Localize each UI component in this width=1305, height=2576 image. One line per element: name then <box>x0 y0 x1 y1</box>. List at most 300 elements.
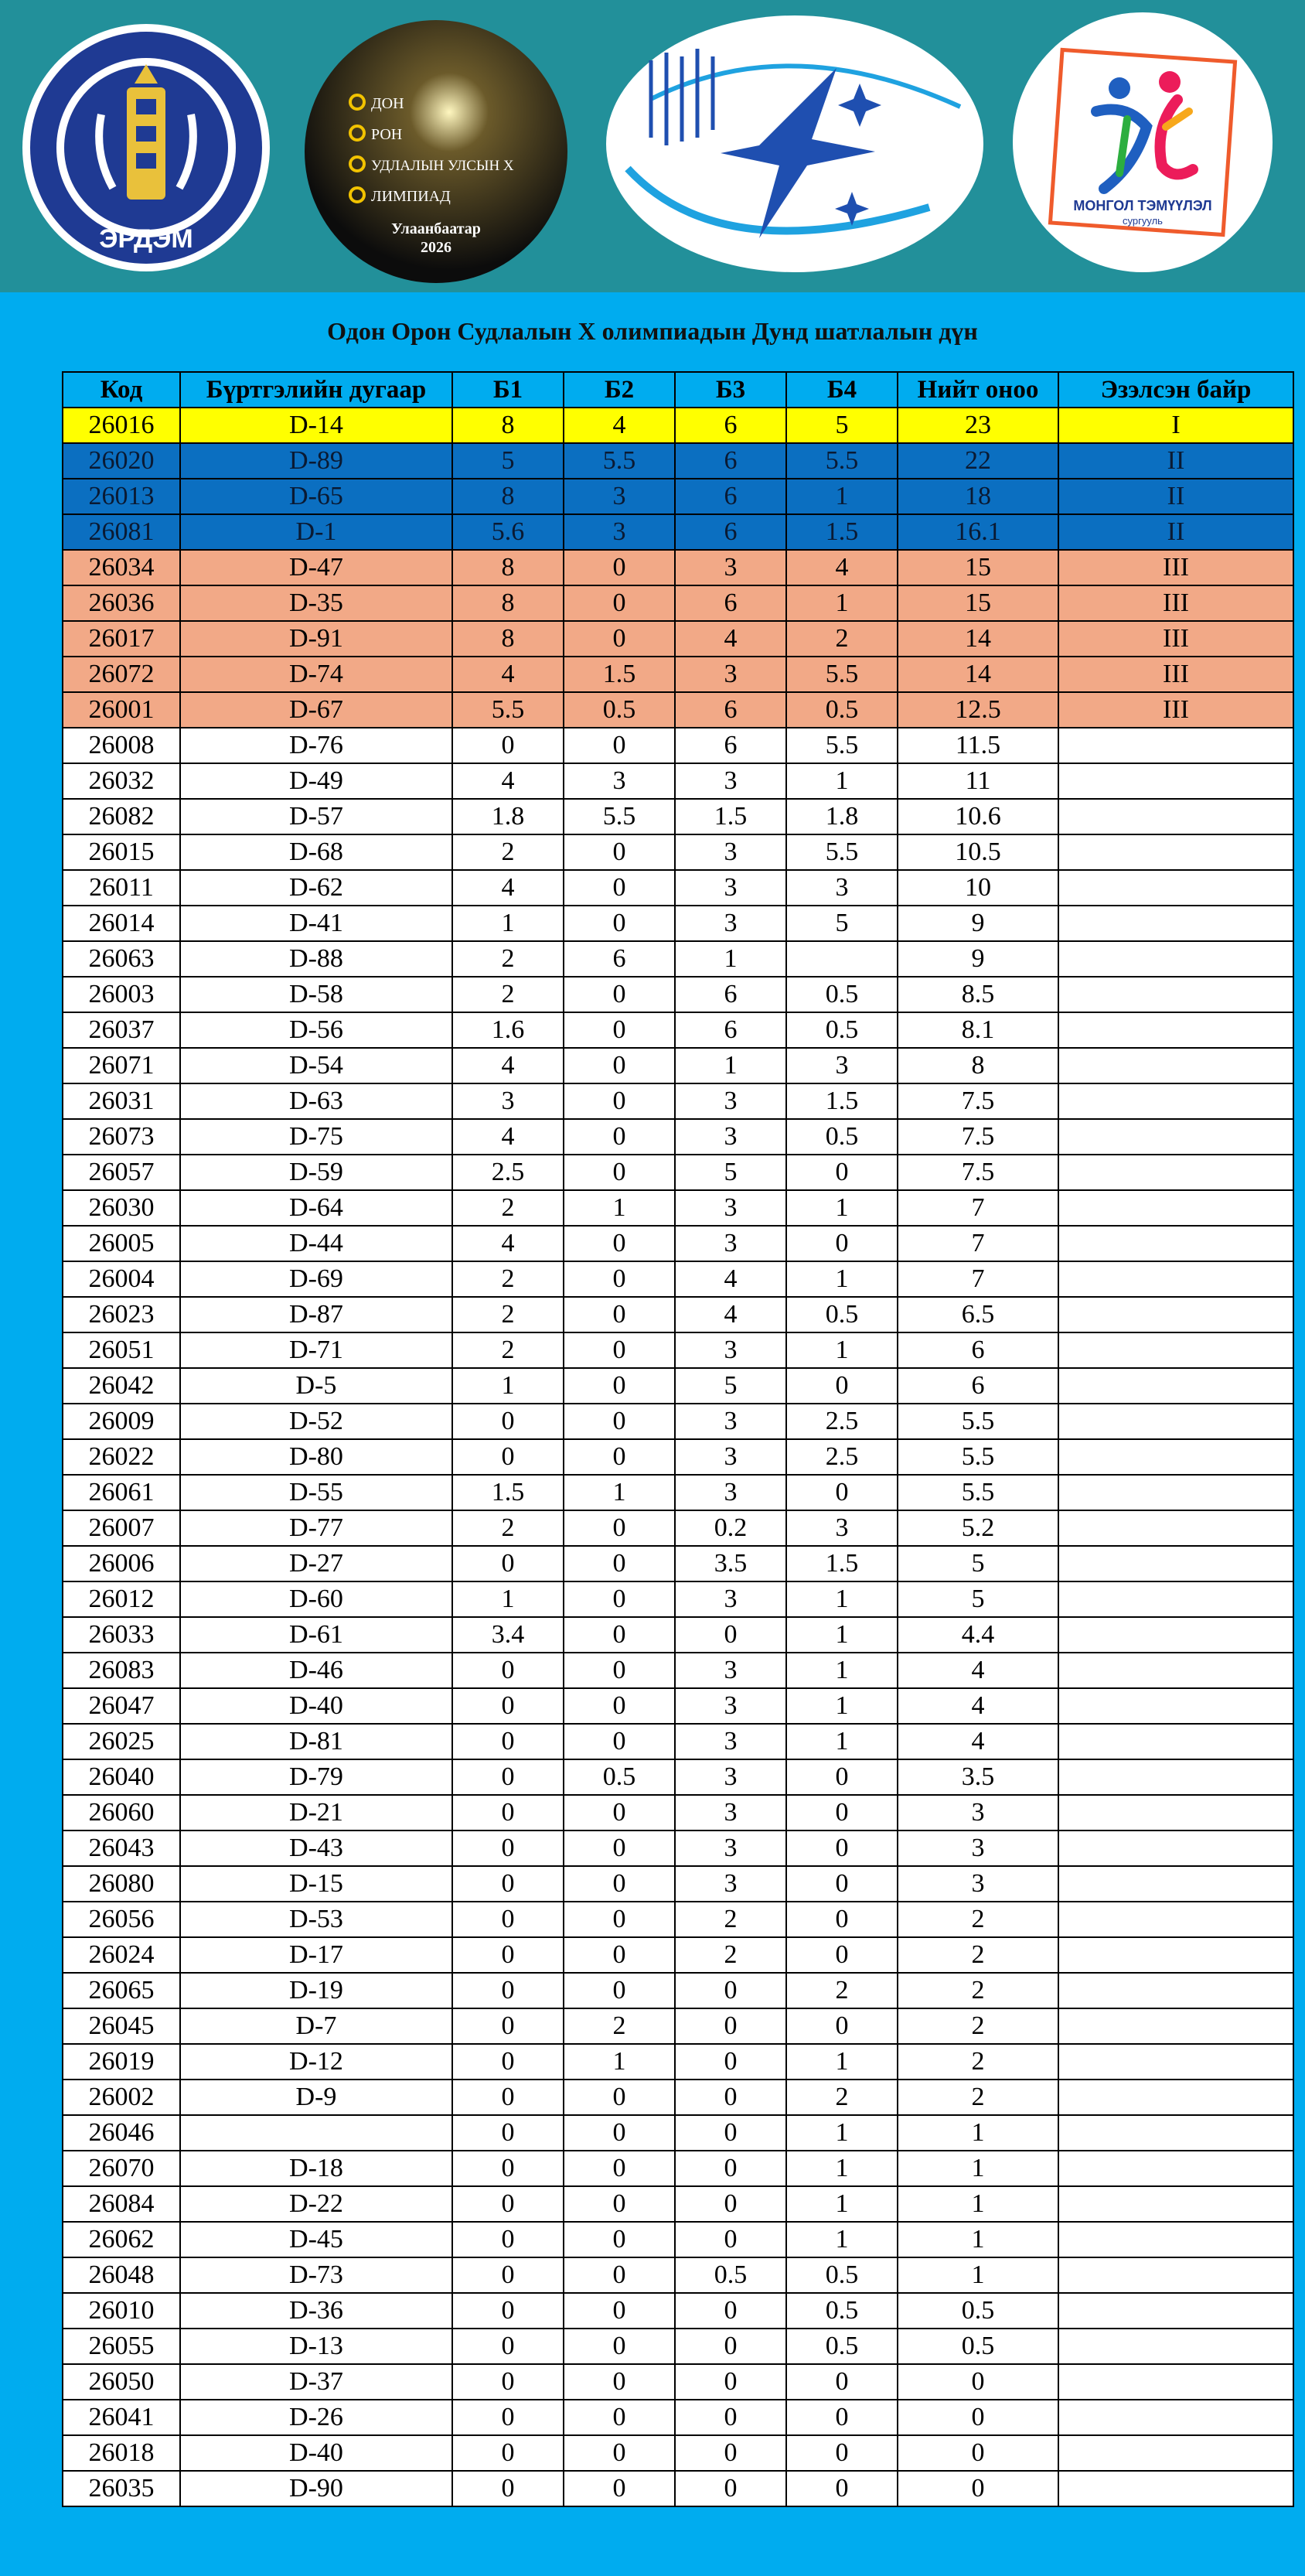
cell-b3: 3 <box>675 1332 786 1368</box>
cell-place <box>1058 1653 1293 1688</box>
cell-b3: 3 <box>675 906 786 941</box>
cell-code: 26050 <box>63 2364 180 2400</box>
cell-b1: 5.5 <box>452 692 564 728</box>
cell-b3: 6 <box>675 977 786 1012</box>
cell-total-score: 18 <box>898 479 1058 514</box>
cell-b2: 0 <box>564 1973 675 2008</box>
cell-b1: 0 <box>452 2222 564 2257</box>
table-row <box>63 408 1293 443</box>
cell-b4: 1.5 <box>786 1083 898 1119</box>
cell-b1: 0 <box>452 1439 564 1475</box>
cell-b4: 0 <box>786 1475 898 1510</box>
cell-b4: 0.5 <box>786 2257 898 2293</box>
cell-b1: 0 <box>452 1688 564 1724</box>
cell-b4: 1 <box>786 2222 898 2257</box>
cell-b1: 8 <box>452 550 564 585</box>
table-row <box>63 550 1293 585</box>
cell-b1: 0 <box>452 2364 564 2400</box>
cell-place <box>1058 1759 1293 1795</box>
cell-b3: 6 <box>675 408 786 443</box>
cell-code: 26046 <box>63 2115 180 2151</box>
cell-registration-number: D-44 <box>180 1226 452 1261</box>
cell-b2: 0 <box>564 1439 675 1475</box>
cell-b3: 4 <box>675 621 786 657</box>
cell-place <box>1058 834 1293 870</box>
table-row <box>63 1795 1293 1830</box>
cell-registration-number: D-21 <box>180 1795 452 1830</box>
cell-registration-number: D-67 <box>180 692 452 728</box>
cell-b4: 0 <box>786 2364 898 2400</box>
cell-b3: 0 <box>675 2293 786 2329</box>
column-header-code: Код <box>63 372 180 408</box>
cell-b1: 0 <box>452 2293 564 2329</box>
cell-place <box>1058 1830 1293 1866</box>
cell-b2: 2 <box>564 2008 675 2044</box>
table-row <box>63 906 1293 941</box>
cell-registration-number: D-57 <box>180 799 452 834</box>
cell-place <box>1058 2115 1293 2151</box>
cell-place <box>1058 1795 1293 1830</box>
cell-b3: 0 <box>675 2044 786 2080</box>
cell-b1: 0 <box>452 728 564 763</box>
cell-b2: 0 <box>564 2329 675 2364</box>
cell-b1: 3.4 <box>452 1617 564 1653</box>
table-row <box>63 2115 1293 2151</box>
cell-b3: 0 <box>675 2115 786 2151</box>
cell-b2: 0 <box>564 1653 675 1688</box>
cell-b4: 5 <box>786 906 898 941</box>
cell-total-score: 8.5 <box>898 977 1058 1012</box>
cell-b4: 0 <box>786 1155 898 1190</box>
cell-registration-number: D-54 <box>180 1048 452 1083</box>
cell-b1: 2 <box>452 941 564 977</box>
cell-total-score: 1 <box>898 2257 1058 2293</box>
cell-b3: 1 <box>675 1048 786 1083</box>
cell-registration-number: D-43 <box>180 1830 452 1866</box>
cell-place: II <box>1058 443 1293 479</box>
cell-total-score: 11.5 <box>898 728 1058 763</box>
table-row <box>63 621 1293 657</box>
cell-place <box>1058 2186 1293 2222</box>
olympiad-city: Улаанбаатар <box>391 220 481 237</box>
cell-total-score: 2 <box>898 1973 1058 2008</box>
table-row <box>63 2435 1293 2471</box>
cell-code: 26010 <box>63 2293 180 2329</box>
cell-code: 26061 <box>63 1475 180 1510</box>
cell-b3: 3 <box>675 1226 786 1261</box>
cell-code: 26070 <box>63 2151 180 2186</box>
cell-total-score: 11 <box>898 763 1058 799</box>
cell-b3: 0.2 <box>675 1510 786 1546</box>
cell-b3: 0 <box>675 2186 786 2222</box>
cell-b2: 3 <box>564 514 675 550</box>
cell-b3: 3 <box>675 1439 786 1475</box>
table-row <box>63 585 1293 621</box>
cell-b4: 1 <box>786 1688 898 1724</box>
cell-b4: 1 <box>786 1332 898 1368</box>
olympiad-line-1: ДОН <box>371 95 404 112</box>
cell-b3: 3 <box>675 870 786 906</box>
cell-registration-number: D-53 <box>180 1902 452 1937</box>
cell-b4: 1 <box>786 2186 898 2222</box>
cell-place <box>1058 1581 1293 1617</box>
cell-registration-number: D-73 <box>180 2257 452 2293</box>
cell-b1: 0 <box>452 2115 564 2151</box>
table-row <box>63 1297 1293 1332</box>
cell-total-score: 9 <box>898 941 1058 977</box>
table-row <box>63 2008 1293 2044</box>
cell-b1: 0 <box>452 2080 564 2115</box>
cell-registration-number: D-13 <box>180 2329 452 2364</box>
column-header-b4: Б4 <box>786 372 898 408</box>
cell-b2: 3 <box>564 479 675 514</box>
column-header-b1: Б1 <box>452 372 564 408</box>
table-row <box>63 799 1293 834</box>
cell-b3: 3 <box>675 657 786 692</box>
cell-code: 26042 <box>63 1368 180 1404</box>
cell-registration-number: D-37 <box>180 2364 452 2400</box>
cell-total-score: 4.4 <box>898 1617 1058 1653</box>
cell-code: 26015 <box>63 834 180 870</box>
cell-b2: 6 <box>564 941 675 977</box>
cell-place <box>1058 1439 1293 1475</box>
cell-b2: 0 <box>564 2435 675 2471</box>
cell-registration-number: D-75 <box>180 1119 452 1155</box>
cell-registration-number: D-64 <box>180 1190 452 1226</box>
column-header-b2: Б2 <box>564 372 675 408</box>
cell-code: 26016 <box>63 408 180 443</box>
cell-b3: 2 <box>675 1902 786 1937</box>
cell-b2: 0 <box>564 834 675 870</box>
cell-registration-number: D-58 <box>180 977 452 1012</box>
olympiad-line-4: ЛИМПИАД <box>371 188 451 205</box>
table-row <box>63 728 1293 763</box>
cell-place <box>1058 2008 1293 2044</box>
table-row <box>63 1688 1293 1724</box>
cell-place <box>1058 1866 1293 1902</box>
cell-b1: 5.6 <box>452 514 564 550</box>
cell-b3: 3 <box>675 1759 786 1795</box>
cell-registration-number: D-35 <box>180 585 452 621</box>
cell-b4: 0 <box>786 1902 898 1937</box>
cell-place <box>1058 1688 1293 1724</box>
cell-code: 26060 <box>63 1795 180 1830</box>
cell-b3: 0 <box>675 2400 786 2435</box>
cell-total-score: 0 <box>898 2400 1058 2435</box>
cell-b1: 0 <box>452 2471 564 2506</box>
cell-b2: 0 <box>564 1119 675 1155</box>
cell-b2: 0 <box>564 1902 675 1937</box>
cell-registration-number: D-56 <box>180 1012 452 1048</box>
cell-b1: 1 <box>452 1368 564 1404</box>
cell-code: 26065 <box>63 1973 180 2008</box>
cell-place <box>1058 977 1293 1012</box>
cell-code: 26055 <box>63 2329 180 2364</box>
cell-b4: 0.5 <box>786 977 898 1012</box>
cell-b4: 1 <box>786 1617 898 1653</box>
cell-code: 26071 <box>63 1048 180 1083</box>
cell-b1: 0 <box>452 2008 564 2044</box>
cell-registration-number: D-81 <box>180 1724 452 1759</box>
cell-place: III <box>1058 657 1293 692</box>
table-row <box>63 2257 1293 2293</box>
table-row <box>63 1475 1293 1510</box>
cell-registration-number: D-77 <box>180 1510 452 1546</box>
cell-code: 26032 <box>63 763 180 799</box>
olympiad-line-3: УДЛАЛЫН УЛСЫН X <box>371 158 514 174</box>
cell-code: 26008 <box>63 728 180 763</box>
cell-place <box>1058 1155 1293 1190</box>
cell-b2: 0 <box>564 1048 675 1083</box>
cell-place <box>1058 1475 1293 1510</box>
cell-b4: 1 <box>786 1190 898 1226</box>
cell-b2: 5.5 <box>564 799 675 834</box>
cell-place: II <box>1058 479 1293 514</box>
cell-b1: 0 <box>452 1546 564 1581</box>
cell-place <box>1058 2471 1293 2506</box>
table-row <box>63 870 1293 906</box>
cell-place <box>1058 1261 1293 1297</box>
cell-registration-number: D-45 <box>180 2222 452 2257</box>
table-row <box>63 2471 1293 2506</box>
cell-total-score: 3 <box>898 1866 1058 1902</box>
cell-b4: 2 <box>786 2080 898 2115</box>
table-row <box>63 977 1293 1012</box>
cell-place <box>1058 1332 1293 1368</box>
cell-b1: 2 <box>452 977 564 1012</box>
cell-b4: 1.5 <box>786 1546 898 1581</box>
results-table-container <box>62 371 1293 2507</box>
cell-b3: 3 <box>675 1830 786 1866</box>
table-header-row <box>63 372 1293 408</box>
cell-b1: 2 <box>452 1190 564 1226</box>
cell-total-score: 1 <box>898 2151 1058 2186</box>
cell-b4: 0 <box>786 2400 898 2435</box>
cell-code: 26081 <box>63 514 180 550</box>
table-row <box>63 2080 1293 2115</box>
cell-code: 26084 <box>63 2186 180 2222</box>
cell-b2: 1 <box>564 1475 675 1510</box>
cell-total-score: 5.2 <box>898 1510 1058 1546</box>
cell-b2: 0 <box>564 2364 675 2400</box>
cell-registration-number: D-61 <box>180 1617 452 1653</box>
cell-registration-number: D-5 <box>180 1368 452 1404</box>
cell-b1: 0 <box>452 1795 564 1830</box>
cell-total-score: 12.5 <box>898 692 1058 728</box>
cell-registration-number: D-80 <box>180 1439 452 1475</box>
table-row <box>63 2364 1293 2400</box>
cell-b4 <box>786 941 898 977</box>
cell-b3: 6 <box>675 585 786 621</box>
cell-total-score: 15 <box>898 550 1058 585</box>
cell-code: 26056 <box>63 1902 180 1937</box>
table-row <box>63 941 1293 977</box>
cell-b3: 3 <box>675 1190 786 1226</box>
erdem-logo-text: ЭРДЭМ <box>99 224 193 254</box>
cell-total-score: 5.5 <box>898 1439 1058 1475</box>
cell-b1: 1 <box>452 1581 564 1617</box>
cell-code: 26023 <box>63 1297 180 1332</box>
school-logo <box>1011 11 1274 274</box>
cell-code: 26036 <box>63 585 180 621</box>
cell-b4: 3 <box>786 1048 898 1083</box>
cell-b2: 0 <box>564 1937 675 1973</box>
cell-place: I <box>1058 408 1293 443</box>
cell-b2: 0 <box>564 728 675 763</box>
cell-b1: 0 <box>452 1937 564 1973</box>
cell-b3: 3 <box>675 1404 786 1439</box>
cell-total-score: 1 <box>898 2222 1058 2257</box>
table-row <box>63 479 1293 514</box>
cell-code: 26001 <box>63 692 180 728</box>
column-header-place: Эзэлсэн байр <box>1058 372 1293 408</box>
cell-registration-number: D-62 <box>180 870 452 906</box>
cell-registration-number: D-71 <box>180 1332 452 1368</box>
cell-total-score: 2 <box>898 2080 1058 2115</box>
table-row <box>63 1012 1293 1048</box>
cell-total-score: 1 <box>898 2186 1058 2222</box>
cell-b4: 0.5 <box>786 692 898 728</box>
cell-b3: 3 <box>675 1724 786 1759</box>
cell-b2: 0 <box>564 1297 675 1332</box>
cell-place: III <box>1058 621 1293 657</box>
table-row <box>63 2400 1293 2435</box>
cell-code: 26006 <box>63 1546 180 1581</box>
cell-place <box>1058 2257 1293 2293</box>
cell-b1: 0 <box>452 2400 564 2435</box>
cell-b1: 8 <box>452 585 564 621</box>
cell-b4: 4 <box>786 550 898 585</box>
cell-b1: 0 <box>452 1973 564 2008</box>
cell-b4: 5.5 <box>786 728 898 763</box>
cell-registration-number: D-59 <box>180 1155 452 1190</box>
cell-b4: 1 <box>786 1724 898 1759</box>
table-row <box>63 1190 1293 1226</box>
cell-b1: 4 <box>452 763 564 799</box>
cell-b2: 0 <box>564 1155 675 1190</box>
cell-b2: 0 <box>564 2257 675 2293</box>
cell-b2: 0 <box>564 1226 675 1261</box>
cell-registration-number: D-40 <box>180 2435 452 2471</box>
cell-total-score: 7 <box>898 1226 1058 1261</box>
cell-total-score: 1 <box>898 2115 1058 2151</box>
olympiad-logo <box>303 19 569 285</box>
cell-total-score: 7.5 <box>898 1083 1058 1119</box>
cell-place: II <box>1058 514 1293 550</box>
cell-total-score: 2 <box>898 2044 1058 2080</box>
cell-code: 26041 <box>63 2400 180 2435</box>
cell-registration-number: D-27 <box>180 1546 452 1581</box>
cell-b1: 2 <box>452 1510 564 1546</box>
cell-b3: 3 <box>675 1581 786 1617</box>
cell-code: 26033 <box>63 1617 180 1653</box>
table-row <box>63 514 1293 550</box>
cell-total-score: 16.1 <box>898 514 1058 550</box>
cell-place: III <box>1058 692 1293 728</box>
cell-total-score: 2 <box>898 1937 1058 1973</box>
cell-place <box>1058 1404 1293 1439</box>
cell-registration-number: D-65 <box>180 479 452 514</box>
cell-code: 26047 <box>63 1688 180 1724</box>
cell-registration-number: D-52 <box>180 1404 452 1439</box>
table-row <box>63 834 1293 870</box>
cell-total-score: 5.5 <box>898 1475 1058 1510</box>
cell-b4: 0 <box>786 1866 898 1902</box>
cell-code: 26082 <box>63 799 180 834</box>
cell-code: 26007 <box>63 1510 180 1546</box>
cell-b3: 0 <box>675 2008 786 2044</box>
cell-place: III <box>1058 550 1293 585</box>
cell-b3: 5 <box>675 1368 786 1404</box>
cell-place <box>1058 1617 1293 1653</box>
cell-total-score: 15 <box>898 585 1058 621</box>
cell-code: 26024 <box>63 1937 180 1973</box>
cell-place <box>1058 2151 1293 2186</box>
cell-b4: 0 <box>786 1226 898 1261</box>
cell-total-score: 22 <box>898 443 1058 479</box>
cell-b3: 6 <box>675 479 786 514</box>
cell-b2: 0 <box>564 1261 675 1297</box>
cell-code: 26004 <box>63 1261 180 1297</box>
cell-b3: 5 <box>675 1155 786 1190</box>
cell-b1: 0 <box>452 2044 564 2080</box>
table-row <box>63 1937 1293 1973</box>
cell-b4: 1 <box>786 479 898 514</box>
olympiad-year: 2026 <box>421 239 451 256</box>
cell-registration-number: D-88 <box>180 941 452 977</box>
cell-b2: 1.5 <box>564 657 675 692</box>
cell-b3: 3 <box>675 1866 786 1902</box>
cell-registration-number: D-36 <box>180 2293 452 2329</box>
cell-b3: 0 <box>675 2364 786 2400</box>
table-row <box>63 1830 1293 1866</box>
cell-code: 26002 <box>63 2080 180 2115</box>
cell-registration-number: D-22 <box>180 2186 452 2222</box>
cell-registration-number: D-47 <box>180 550 452 585</box>
page-title: Одон Орон Судлалын X олимпиадын Дунд шатлалын дүн <box>327 316 978 345</box>
column-header-total-score: Нийт оноо <box>898 372 1058 408</box>
cell-place <box>1058 1012 1293 1048</box>
table-row <box>63 2186 1293 2222</box>
cell-b3: 3 <box>675 1653 786 1688</box>
cell-b4: 1 <box>786 763 898 799</box>
cell-b4: 0 <box>786 1937 898 1973</box>
cell-b4: 2 <box>786 1973 898 2008</box>
cell-place <box>1058 941 1293 977</box>
cell-total-score: 10.6 <box>898 799 1058 834</box>
cell-b4: 5 <box>786 408 898 443</box>
cell-b2: 0 <box>564 2400 675 2435</box>
cell-b2: 0 <box>564 2186 675 2222</box>
cell-b1: 2 <box>452 834 564 870</box>
cell-code: 26031 <box>63 1083 180 1119</box>
cell-code: 26073 <box>63 1119 180 1155</box>
cell-b4: 0 <box>786 1759 898 1795</box>
cell-total-score: 3 <box>898 1795 1058 1830</box>
cell-b2: 0 <box>564 977 675 1012</box>
cell-code: 26030 <box>63 1190 180 1226</box>
cell-b4: 1 <box>786 1653 898 1688</box>
cell-b2: 0 <box>564 1083 675 1119</box>
cell-b3: 3.5 <box>675 1546 786 1581</box>
cell-b4: 0.5 <box>786 2329 898 2364</box>
table-row <box>63 1368 1293 1404</box>
table-row <box>63 1119 1293 1155</box>
cell-b4: 0.5 <box>786 1012 898 1048</box>
cell-b3: 1 <box>675 941 786 977</box>
cell-place <box>1058 799 1293 834</box>
table-row <box>63 1261 1293 1297</box>
